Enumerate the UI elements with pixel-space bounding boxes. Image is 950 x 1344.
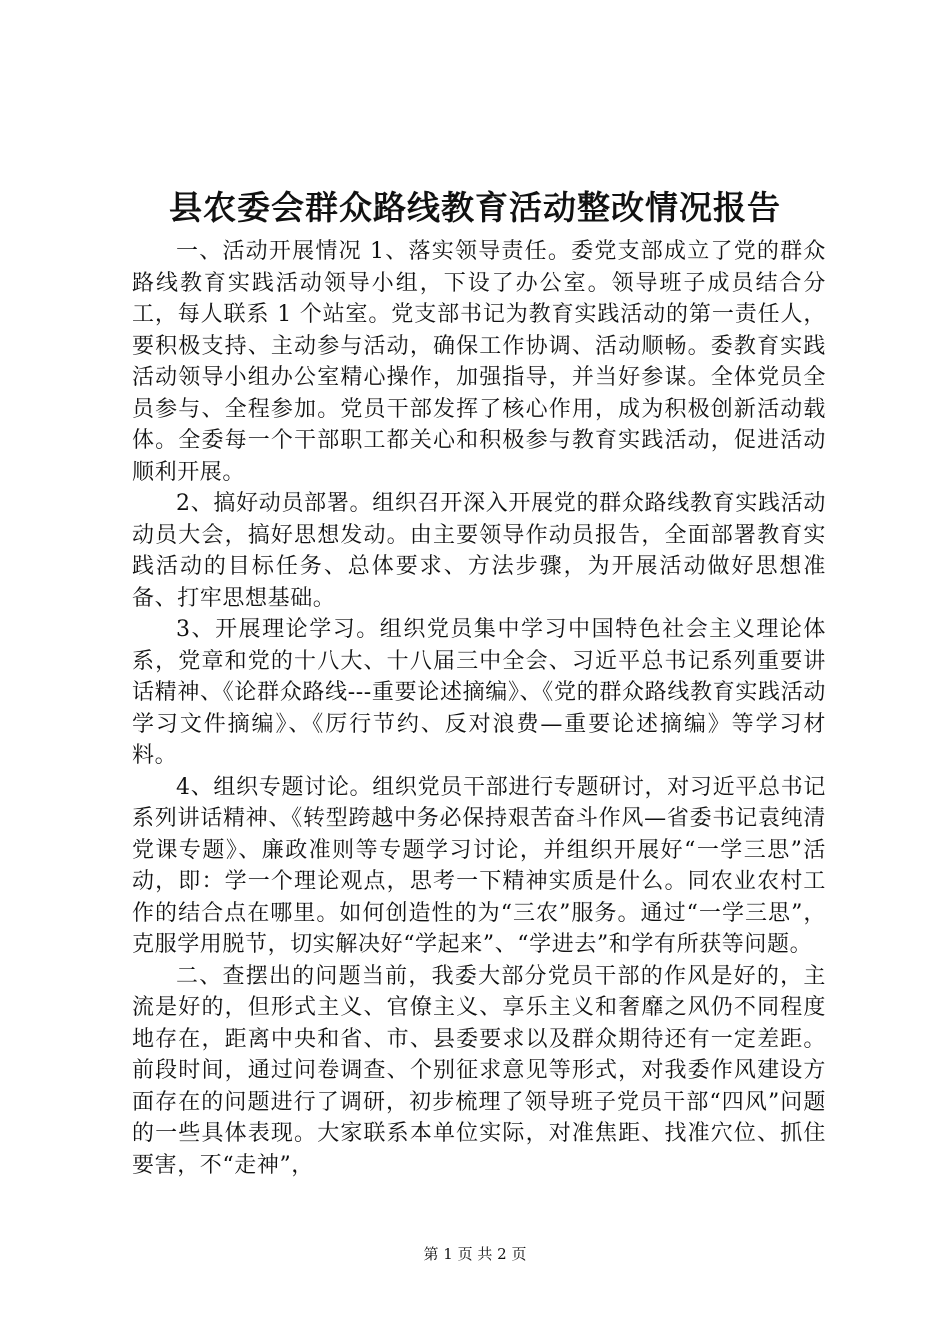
paragraph-problems-found: 二、查摆出的问题当前，我委大部分党员干部的作风是好的，主流是好的，但形式主义、官僚主义、享乐主义和奢靡之风仍不同程度地存在，距离中央和省、市、县委要求以及群众期待还有一定差距。前段时间，通过问卷调查、个别征求意见等形式，对我委作风建设方面存在的问题进行了调研，初步梳理了领导班子党员干部“四风”问题的一些具体表现。大家联系本单位实际，对准焦距、找准穴位、抓住要害，不“走神”， [132,963,826,1178]
paragraph-activity-leadership: 一、活动开展情况 1、落实领导责任。委党支部成立了党的群众路线教育实践活动领导小组，下设了办公室。领导班子成员结合分工，每人联系 1 个站室。党支部书记为教育实践活动的第一责任人，要积极支持、主动参与活动，确保工作协调、活动顺畅。委教育实践活动领导小组办公室精心操作，加强指导，并当好参谋。全体党员全员参与、全程参加。党员干部发挥了核心作用，成为积极创新活动载体。全委每一个干部职工都关心和积极参与教育实践活动，促进活动顺利开展。 [132,239,826,485]
document-body [132,236,826,1181]
paragraph-theory-study: 3、开展理论学习。组织党员集中学习中国特色社会主义理论体系，党章和党的十八大、十八届三中全会、习近平总书记系列重要讲话精神、《论群众路线---重要论述摘编》、《党的群众路线教育实践活动学习文件摘编》、《厉行节约、反对浪费—重要论述摘编》等学习材料。 [132,617,826,768]
paragraph-topic-discussion: 4、组织专题讨论。组织党员干部进行专题研讨，对习近平总书记系列讲话精神、《转型跨越中务必保持艰苦奋斗作风—省委书记袁纯清党课专题》、廉政准则等专题学习讨论，并组织开展好“一学三思”活动，即：学一个理论观点，思考一下精神实质是什么。同农业农村工作的结合点在哪里。如何创造性的为“三农”服务。通过“一学三思”，克服学用脱节，切实解决好“学起来”、“学进去”和学有所获等问题。 [132,774,826,957]
page-footer: 第 1 页 共 2 页 [423,1245,527,1263]
document-title: 县农委会群众路线教育活动整改情况报告 [169,188,781,227]
paragraph-mobilization: 2、搞好动员部署。组织召开深入开展党的群众路线教育实践活动动员大会，搞好思想发动。由主要领导作动员报告，全面部署教育实践活动的目标任务、总体要求、方法步骤，为开展活动做好思想准备、打牢思想基础。 [132,491,826,611]
